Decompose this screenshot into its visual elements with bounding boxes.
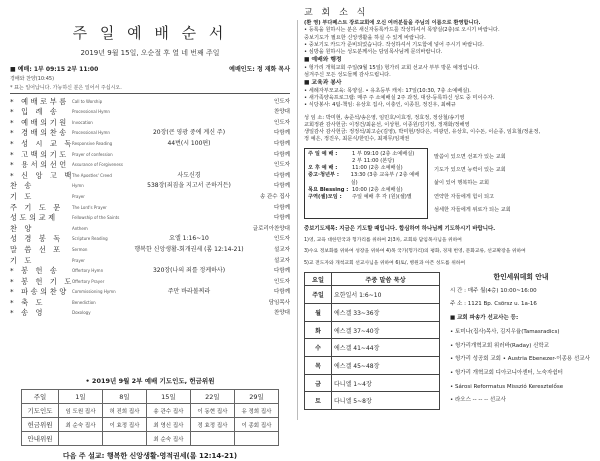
prayer-topic: 1)영, 교육 대한민국과 헝가리를 위하여 2)3차, 교회와 담임목사님을 위하여 <box>304 237 462 243</box>
roster-cell: 임 도원 집사 <box>59 404 103 418</box>
mission-item: • 헝가리 성공회 교회 • Austria Ebenezer-이종용 선교사 <box>450 356 590 363</box>
order-item-name: * 용서의선언 <box>10 160 69 170</box>
service-times: ■ 예배: 1부 09:15 2부 11:00 <box>10 66 99 73</box>
roster-header-cell: 22일 <box>190 390 234 404</box>
mission-item: • 헝가리개혁교회 위러바(Raday) 신학교 <box>450 342 550 349</box>
roster-cell <box>190 432 234 446</box>
order-item-name: * 송 영 <box>10 308 46 318</box>
bible-header-text: 주중 말씀 묵상 <box>332 273 440 286</box>
order-item-english: Fellowship of the Saints <box>72 215 120 221</box>
order-item-name: * 신 앙 고 백 <box>10 170 74 180</box>
news-lines <box>304 27 592 56</box>
motto-line: 삶이 있어 행복하는 교회 <box>434 180 490 187</box>
roster-cell: 최 순숙 집사 <box>59 418 103 432</box>
order-item-person: 담임목사 <box>268 299 290 306</box>
order-item-english: Benediction <box>72 299 96 305</box>
order-item-english: Sermon <box>72 246 88 252</box>
order-item-person: 찬양대 <box>274 109 290 116</box>
order-item-name: 말 씀 선 포 <box>10 244 63 254</box>
roster-cell <box>234 432 278 446</box>
order-item-person: 설교자 <box>274 246 290 253</box>
order-row <box>10 266 290 277</box>
church-info-lines <box>450 287 592 309</box>
order-item-name: * 성 시 교 독 <box>10 138 74 148</box>
order-item-english: Prayer <box>72 257 85 263</box>
staff-line: 성 임 소: 박미현, 송준석/송은영, 임민호/이효정, 정효정, 정상철/송기영 <box>304 114 465 121</box>
staff-line: 정 예은, 정진우, 최문식/한민수, 최재무/임재권 <box>304 136 410 143</box>
schedule-row <box>308 194 424 201</box>
order-item-english: Scripture Reading <box>72 236 108 242</box>
order-row <box>10 297 290 308</box>
order-item-content: 44번(시 100편) <box>167 139 211 147</box>
bible-day: 목 <box>305 357 332 375</box>
order-row <box>10 223 290 234</box>
service-meta <box>10 64 290 73</box>
order-item-content: 320장(나의 죄를 정케하사) <box>152 267 226 275</box>
page-title: 주 일 예 배 순 서 <box>72 24 228 42</box>
order-row <box>10 287 290 298</box>
order-item-name: * 축 도 <box>10 297 46 307</box>
order-item-person: 다함께 <box>274 268 290 275</box>
bible-reading-body <box>305 286 440 410</box>
worship-line: • 헝가리 개혁교회 주일(9월 15일) 헝가리 교회 선교사 부부 방문 예정입니다. <box>304 64 480 71</box>
order-row <box>10 181 290 192</box>
schedule-label: 중고·청년부 : <box>308 172 339 179</box>
order-item-name: 기 도 <box>10 191 34 201</box>
prayer-topics-title: 중보기도제목: 지금은 기도할 때입니다. 합심하여 하나님께 기도하시기 바랍니다. <box>304 225 496 232</box>
roster-row <box>22 418 279 432</box>
roster-cell: 이 종회 집사 <box>234 418 278 432</box>
roster-cell: 이 효정 집사 <box>102 418 146 432</box>
roster-cell: 정 효정 집사 <box>190 418 234 432</box>
order-item-english: Processional Hymn <box>72 109 110 115</box>
order-item-name: * 파송의찬양 <box>10 287 69 297</box>
service-schedule-block <box>304 148 592 219</box>
order-item-name: 찬 양 <box>10 223 34 233</box>
order-row <box>10 213 290 224</box>
news-panel <box>300 0 596 424</box>
order-row <box>10 234 290 245</box>
roster-role: 기도인도 <box>22 404 59 418</box>
schedule-value: 13:30 (3층 교육부 / 2층 예배실) <box>350 172 420 186</box>
order-item-name: 찬 송 <box>10 181 34 191</box>
schedule-label: 구역(셀)모임 : <box>308 193 342 200</box>
news-line: • 중보기도 카드가 준비되었습니다. 작성하셔서 기도함에 넣어 주시기 바랍니다. <box>304 41 484 48</box>
order-item-english: Assurance of Forgiveness <box>72 162 123 168</box>
order-row <box>10 276 290 287</box>
bible-row <box>305 374 440 392</box>
roster-header-cell: 8일 <box>102 390 146 404</box>
schedule-value: 11:00 (2층 소예배실) <box>352 165 403 172</box>
church-info <box>450 272 592 410</box>
order-item-english: Hymn <box>72 183 84 189</box>
bible-passage: 다니엘 5~8장 <box>332 392 440 410</box>
bible-passage: 에스겔 41~44장 <box>332 339 440 357</box>
order-item-person: 다함께 <box>274 183 290 190</box>
order-item-content: 행복한 신앙생활-회개권세 (롬 12:14-21) <box>134 245 244 253</box>
order-row <box>10 255 290 266</box>
order-item-content: 요엘 1:16~10 <box>169 235 209 243</box>
service-date: 2019년 9월 15일, 오순절 후 열 네 번째 주일 <box>80 49 220 57</box>
order-item-english: Responsive Reading <box>72 140 113 146</box>
order-row <box>10 149 290 160</box>
bible-passage: 에스겔 45~48장 <box>332 357 440 375</box>
mission-list-title: ■ 교회 파송가 선교사는 등: <box>450 315 519 322</box>
divider-line <box>10 93 290 94</box>
order-list <box>10 96 290 318</box>
order-item-person: 인도자 <box>274 278 290 285</box>
schedule-value: 1 부 09:10 (2층 소예배실) <box>352 150 415 157</box>
education-line: • 새가족양육프로그램: 매주 주 소예배실 2주 과정, 대상-등록하신 성도 중 미이수자. <box>304 94 495 101</box>
roster-table <box>21 389 279 446</box>
mission-item: • 헝가리 개혁교회 디아코니아센터, 노숙자쉼터 <box>450 369 563 376</box>
bible-day: 화 <box>305 321 332 339</box>
news-title: 교 회 소 식 <box>304 8 369 18</box>
bible-row <box>305 339 440 357</box>
order-item-name: 성도의교제 <box>10 213 58 223</box>
order-item-person: 송 관수 집사 <box>259 193 290 200</box>
news-body <box>304 20 592 144</box>
next-sermon: 다음 주 설교: 행복한 신앙생활-영적권세(롬 12:14-21) <box>62 452 238 461</box>
church-motto <box>434 148 592 219</box>
education-line: • 세례자부모교육: 목양실. • 유초등부 캐치: 17일(10:30, 7층 소예배실). <box>304 87 471 94</box>
bible-day: 금 <box>305 374 332 392</box>
roster-cell <box>102 432 146 446</box>
schedule-row <box>308 187 424 194</box>
roster-cell: 허 진희 집사 <box>102 404 146 418</box>
roster-cell: 최 영신 집사 <box>146 418 190 432</box>
schedule-box <box>304 148 428 219</box>
roster-header-cell: 1일 <box>59 390 103 404</box>
roster-row <box>22 404 279 418</box>
schedule-label: 목요 Blessing : <box>308 186 349 193</box>
bible-row <box>305 392 440 410</box>
order-item-person: 설교자 <box>274 257 290 264</box>
praise-note: 경배와 찬양(10:45) <box>10 76 55 82</box>
order-item-person: 인도자 <box>274 119 290 126</box>
order-row <box>10 96 290 107</box>
order-item-person: 다함께 <box>274 289 290 296</box>
bible-row <box>305 286 440 304</box>
church-info-title: 한인세워데회 안내 <box>493 273 549 282</box>
order-row <box>10 244 290 255</box>
worship-leader: 예배인도: 정 재화 목사 <box>229 66 290 73</box>
order-item-name: * 봉 헌 기 도 <box>10 276 74 286</box>
column-divider <box>297 20 298 420</box>
order-item-english: Processional Hymn <box>72 130 110 136</box>
order-item-name: * 예배의기원 <box>10 117 69 127</box>
order-row <box>10 117 290 128</box>
prayer-topic: 3)수요 정보화를 위하여 성장을 위하여 4)목 국가(헝가리)의 평화, 경제 번영, 문화교류, 선교확장을 위하여 <box>304 249 526 255</box>
order-item-english: Invocation <box>72 119 93 125</box>
order-item-person: 글로리아찬양대 <box>252 225 290 232</box>
schedule-row <box>308 151 424 158</box>
roster-cell: 최 순숙 집사 <box>146 432 190 446</box>
schedule-label: 주 일 예 배 : <box>308 150 338 157</box>
prayer-topic: 5)교 전도자와 개척교회 선교사님을 위하여 6)토/, 병원과 아픈 성도를 위하여 <box>304 261 466 267</box>
roster-header-row <box>22 390 279 404</box>
order-item-name: * 봉 헌 송 <box>10 266 60 276</box>
roster-role: 헌금위원 <box>22 418 59 432</box>
roster-title: • 2019년 9월 2부 예배 기도인도, 헌금위원 <box>85 377 215 386</box>
roster-cell: 유 정희 집사 <box>234 404 278 418</box>
bible-day: 토 <box>305 392 332 410</box>
order-item-english: The Lord's Prayer <box>72 204 107 210</box>
order-item-content: 538장(죄짐을 지고서 곤하거든) <box>147 182 231 190</box>
section-education-title: ■ 교육과 봉사 <box>304 80 342 87</box>
mission-item: • Sárosi Reformatus Misszió Keresztelőse <box>450 383 564 390</box>
schedule-value: 주일 예배 후 각 (원)(셀)별 <box>352 193 412 200</box>
bible-row <box>305 357 440 375</box>
order-item-english: Call to Worship <box>72 98 103 104</box>
bible-header-day: 요일 <box>305 273 332 286</box>
mission-item: • 라오스 -- -- -- 선교사 <box>450 397 506 404</box>
church-info-line: 주 소 : 1121 Bp. Csörsz u. 1a-16 <box>450 301 537 308</box>
order-item-english: Prayer of confession <box>72 151 113 157</box>
order-row <box>10 107 290 118</box>
roster-header-cell: 15일 <box>146 390 190 404</box>
order-item-name: * 고백의기도 <box>10 149 69 159</box>
motto-line: 연약한 자들에게 힘이 되고 <box>434 193 495 200</box>
order-item-person: 찬양대 <box>274 310 290 317</box>
motto-line: 섬세한 자들에게 위로가 되는 교회 <box>434 206 511 213</box>
order-item-name: 기 도 <box>10 255 34 265</box>
order-item-person: 다함께 <box>274 140 290 147</box>
staff-lines <box>304 115 592 144</box>
order-row <box>10 160 290 171</box>
order-row <box>10 128 290 139</box>
news-line: 중보기도가 필요한 신앙생활을 하실 수 있게 바랍니다. <box>304 34 426 41</box>
bottom-row <box>304 272 592 410</box>
order-item-person: 인도자 <box>274 236 290 243</box>
bible-reading-table <box>304 272 440 410</box>
order-item-english: Offertory Prayer <box>72 278 105 284</box>
mission-list <box>450 328 592 405</box>
order-item-content: 20장(큰 영광 중에 계신 주) <box>152 129 226 137</box>
roster-header-cell: 주일 <box>22 390 59 404</box>
section-worship-title: ■ 예배와 행정 <box>304 57 342 64</box>
staff-line: 교회정관 감사헌금: 이정건/최윤선, 이상현, 이종원/김기정, 정재화/정해영 <box>304 121 470 128</box>
order-row <box>10 308 290 319</box>
roster-header-cell: 29일 <box>234 390 278 404</box>
bible-row <box>305 321 440 339</box>
bible-passage: 에스겔 33~36장 <box>332 304 440 322</box>
order-item-person: 다함께 <box>274 151 290 158</box>
order-item-name: * 경배의찬송 <box>10 128 69 138</box>
bible-day: 월 <box>305 304 332 322</box>
roster-body <box>22 404 279 446</box>
order-item-name: 성 경 봉 독 <box>10 234 63 244</box>
order-item-english: Anthem <box>72 225 88 231</box>
section-worship-lines <box>304 65 592 80</box>
order-item-person: 인도자 <box>274 98 290 105</box>
order-row <box>10 170 290 181</box>
roster-role: 안내위원 <box>22 432 59 446</box>
schedule-value: 10:00 (2층 소예배실) <box>352 186 403 193</box>
order-item-name: 주 기 도 문 <box>10 202 63 212</box>
prayer-topics-list <box>304 237 592 268</box>
order-item-english: Offertory Hymn <box>72 268 104 274</box>
bible-passage: 에스겔 37~40장 <box>332 321 440 339</box>
church-info-line: 시 간 : 매주 월(4층) 10:00~16:00 <box>450 287 537 294</box>
mission-item: • 토미나(집사)목사, 김지우율(Tamasradics) <box>450 328 560 335</box>
bible-day: 수 <box>305 339 332 357</box>
order-item-person: 다함께 <box>274 130 290 137</box>
news-line: • 심방을 원하시는 성도분께서는 담임목사님께 문의바랍니다. <box>304 49 443 56</box>
order-item-name: * 예배로부름 <box>10 96 69 106</box>
worship-line: 섬겨주신 모든 성도들께 감사드립니다. <box>304 72 391 79</box>
roster-row <box>22 432 279 446</box>
section-education-lines <box>304 88 592 110</box>
order-item-english: The Apostles' Creed <box>72 172 112 178</box>
bible-passage: 다니엘 1~4장 <box>332 374 440 392</box>
schedule-label: 오 후 예 배 : <box>308 165 338 172</box>
order-item-person: 다함께 <box>274 172 290 179</box>
order-item-person: 다함께 <box>274 215 290 222</box>
order-item-english: Commissioning Hymn <box>72 289 116 295</box>
bible-row <box>305 304 440 322</box>
order-item-name: * 입 례 송 <box>10 107 60 117</box>
order-item-content: 사도신경 <box>177 171 201 179</box>
roster-cell <box>59 432 103 446</box>
bible-passage: 요한일서 1:6~10 <box>332 286 440 304</box>
order-item-person: 인도자 <box>274 162 290 169</box>
bible-day: 주일 <box>305 286 332 304</box>
order-item-person: 다함께 <box>274 204 290 211</box>
order-item-content: 주만 바라볼찌라 <box>167 288 211 296</box>
staff-line: 생일감사 감사헌금: 정정석/최고순(김영), 박미현/정다은, 여광민, 유상호, 이수돈, 이순종, 임효철/정윤정, <box>304 129 541 136</box>
motto-line: 기도가 있으면 능력이 있는 교회 <box>434 167 506 174</box>
order-row <box>10 138 290 149</box>
schedule-row <box>308 172 424 186</box>
motto-line: 말씀이 있으면 선포가 있는 교회 <box>434 153 506 160</box>
education-line: • 식당봉사: 4팀-책임: 유상호 집사, 이충인, 이종원, 정진우, 최혜규 <box>304 102 456 109</box>
schedule-value: 2 부 11:00 (본당) <box>352 157 395 164</box>
order-item-english: Doxology <box>72 310 91 316</box>
order-row <box>10 202 290 213</box>
roster-cell: 송 관수 집사 <box>146 404 190 418</box>
order-row <box>10 191 290 202</box>
roster-cell: 이 동현 집사 <box>190 404 234 418</box>
welcome-text: (환 영) 부다페스트 장로교회에 오신 여러분들을 주님의 이름으로 환영합니다. <box>304 20 481 26</box>
standing-note: * 표는 일어납니다. 가능하신 분은 일어서 주십시오. <box>10 85 122 91</box>
worship-order-panel <box>4 0 296 461</box>
order-item-english: Prayer <box>72 193 85 199</box>
news-line: • 등록을 원하시는 분은 새신자등록카드를 작성하셔서 목양실(2층)로 오시기 바랍니다. <box>304 27 500 34</box>
